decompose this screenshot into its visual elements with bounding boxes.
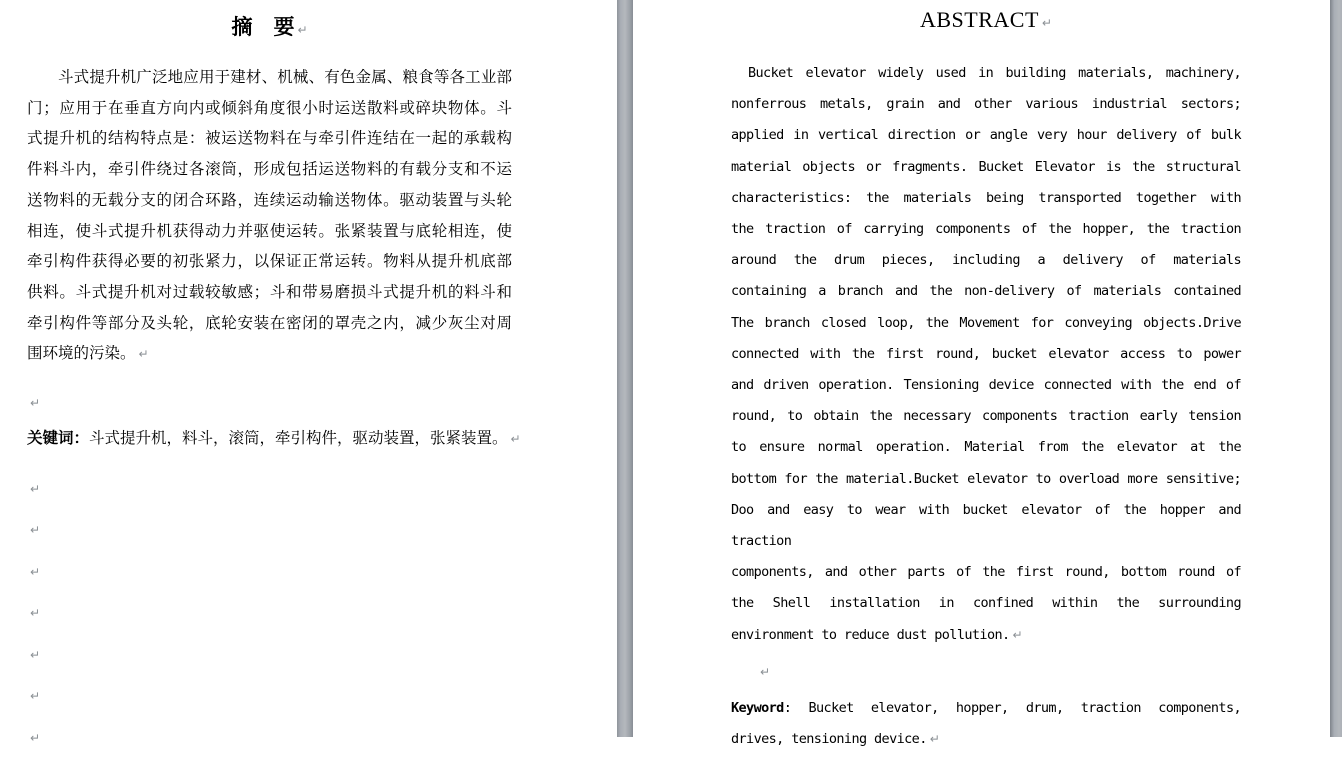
empty-paragraph bbox=[27, 593, 617, 635]
empty-paragraph bbox=[757, 651, 1330, 693]
text-line: 送物料的无载分支的闭合环路，连续运动输送物体。驱动装置与头轮 bbox=[27, 191, 512, 209]
pilcrow-mark-icon: ↵ bbox=[297, 23, 308, 37]
empty-paragraph bbox=[27, 551, 617, 593]
keywords-line bbox=[27, 424, 527, 455]
text-line: 牵引构件等部分及头轮，底轮安装在密闭的罩壳之内，减少灰尘对周 bbox=[27, 314, 512, 332]
page-gutter-right-edge bbox=[1330, 0, 1342, 737]
pilcrow-mark-icon: ↵ bbox=[30, 689, 41, 704]
pilcrow-mark-icon: ↵ bbox=[30, 564, 41, 579]
empty-paragraph bbox=[27, 634, 617, 676]
text-line: components, and other parts of the first round, bottom round of bbox=[731, 564, 1241, 581]
abstract-title-en-text: ABSTRACT bbox=[920, 7, 1039, 32]
text-line: nonferrous metals, grain and other various industrial sectors; bbox=[731, 96, 1241, 113]
text-line: the Shell installation in confined within the surrounding bbox=[731, 595, 1241, 612]
pilcrow-mark-icon: ↵ bbox=[30, 395, 41, 410]
text-line: 供料。斗式提升机对过载较敏感；斗和带易磨损斗式提升机的料斗和 bbox=[27, 283, 512, 301]
text-line-text: environment to reduce dust pollution. bbox=[731, 626, 1010, 643]
text-line: 斗式提升机广泛地应用于建材、机械、有色金属、粮食等各工业部 bbox=[58, 69, 512, 86]
keyword-paragraph bbox=[731, 693, 1241, 756]
text-line: 牵引构件获得必要的初张紧力，以保证正常运转。物料从提升机底部 bbox=[27, 253, 512, 271]
document-page-left[interactable] bbox=[0, 0, 617, 745]
abstract-body-en bbox=[731, 58, 1241, 651]
abstract-title-en bbox=[731, 6, 1241, 37]
text-line: The branch closed loop, the Movement for conveying objects.Drive bbox=[731, 314, 1241, 331]
text-line: round, to obtain the necessary components traction early tension bbox=[731, 408, 1241, 425]
text-line: containing a branch and the non-delivery of materials contained bbox=[731, 283, 1241, 300]
text-line: 件料斗内，牵引件绕过各滚筒，形成包括运送物料的有载分支和不运 bbox=[27, 161, 512, 179]
text-line bbox=[731, 620, 1241, 651]
pilcrow-mark-icon: ↵ bbox=[30, 606, 41, 621]
text-line bbox=[27, 339, 512, 370]
text-line: 门；应用于在垂直方向内或倾斜角度很小时运送散料或碎块物体。斗 bbox=[27, 99, 512, 117]
text-line: applied in vertical direction or angle very hour delivery of bulk bbox=[731, 127, 1241, 144]
empty-paragraph bbox=[27, 676, 617, 718]
pilcrow-mark-icon: ↵ bbox=[138, 347, 149, 362]
pilcrow-mark-icon: ↵ bbox=[30, 523, 41, 538]
text-line: connected with the first round, bucket elevator access to power bbox=[731, 345, 1241, 362]
text-line: Doo and easy to wear with bucket elevator of the hopper and traction bbox=[731, 501, 1241, 550]
empty-paragraph-stack bbox=[0, 468, 617, 759]
text-line: 式提升机的结构特点是：被运送物料在与牵引件连结在一起的承载构 bbox=[27, 130, 512, 148]
keywords-text: 斗式提升机，料斗，滚筒，牵引构件，驱动装置，张紧装置。 bbox=[89, 429, 508, 447]
text-line: material objects or fragments. Bucket Elevator is the structural bbox=[731, 158, 1241, 175]
pilcrow-mark-icon: ↵ bbox=[1012, 627, 1023, 642]
keyword-label: Keyword bbox=[731, 699, 784, 716]
empty-paragraph bbox=[27, 510, 617, 552]
text-line: to ensure normal operation. Material from the elevator at the bbox=[731, 439, 1241, 456]
keywords-label: 关键词： bbox=[27, 429, 90, 447]
document-page-right[interactable] bbox=[633, 0, 1330, 748]
keyword-text: : Bucket elevator, hopper, drum, traction components, bbox=[783, 699, 1241, 716]
empty-paragraph bbox=[27, 468, 617, 510]
text-line: around the drum pieces, including a delivery of materials bbox=[731, 252, 1241, 269]
pilcrow-mark-icon: ↵ bbox=[30, 647, 41, 662]
empty-paragraph bbox=[27, 382, 617, 424]
text-line: characteristics: the materials being transported together with bbox=[731, 189, 1241, 206]
keyword-line bbox=[731, 693, 1241, 725]
pilcrow-mark-icon: ↵ bbox=[30, 481, 41, 496]
empty-paragraph bbox=[27, 717, 617, 759]
abstract-body-cn bbox=[27, 63, 512, 370]
pilcrow-mark-icon: ↵ bbox=[760, 664, 771, 679]
keyword-text: drives, tensioning device. bbox=[731, 731, 927, 748]
pilcrow-mark-icon: ↵ bbox=[1041, 16, 1052, 30]
keyword-line bbox=[731, 724, 1241, 756]
page-gutter-divider bbox=[617, 0, 633, 737]
text-line: bottom for the material.Bucket elevator to overload more sensitive; bbox=[731, 470, 1241, 487]
text-line: Bucket elevator widely used in building materials, machinery, bbox=[748, 65, 1241, 81]
pilcrow-mark-icon: ↵ bbox=[30, 730, 41, 745]
text-line: and driven operation. Tensioning device connected with the end of bbox=[731, 377, 1241, 394]
abstract-title-cn bbox=[27, 14, 512, 43]
text-line: the traction of carrying components of the hopper, the traction bbox=[731, 221, 1241, 238]
pilcrow-mark-icon: ↵ bbox=[510, 431, 521, 446]
pilcrow-mark-icon: ↵ bbox=[929, 732, 940, 747]
text-line: 相连，使斗式提升机获得动力并驱使运转。张紧装置与底轮相连，使 bbox=[27, 222, 512, 240]
text-line-text: 围环境的污染。 bbox=[27, 345, 136, 363]
abstract-title-cn-text: 摘 要 bbox=[231, 15, 295, 39]
